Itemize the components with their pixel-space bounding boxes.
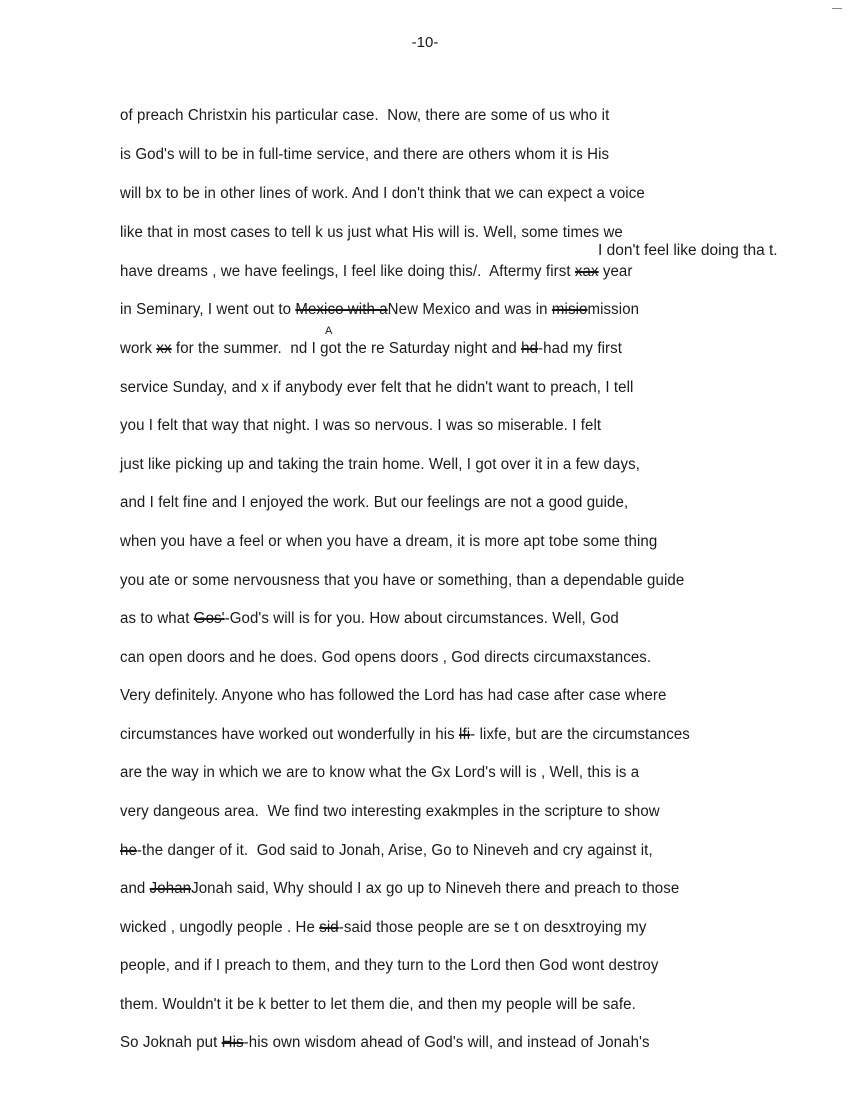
text-segment: have dreams , we have feelings, I feel like doing this/. Aftermy first bbox=[120, 263, 575, 280]
text-line bbox=[120, 185, 645, 202]
text-segment: very dangeous area. We find two interesting exakmples in the scripture to show bbox=[120, 803, 660, 820]
text-segment: in Seminary, I went out to bbox=[120, 301, 296, 318]
struck-text: xx bbox=[156, 340, 172, 357]
text-line bbox=[120, 919, 646, 936]
text-line bbox=[120, 842, 653, 859]
text-line bbox=[120, 1034, 650, 1051]
text-line bbox=[120, 726, 690, 743]
text-segment: wicked , ungodly people . He bbox=[120, 919, 320, 936]
text-segment: circumstances have worked out wonderfully in his bbox=[120, 726, 460, 743]
text-line bbox=[120, 572, 684, 589]
text-segment: -the danger of it. God said to Jonah, Arise, Go to Nineveh and cry against it, bbox=[136, 842, 653, 859]
text-segment: year bbox=[598, 263, 633, 280]
text-segment: for the summer. nd I got the re Saturday night and bbox=[171, 340, 522, 357]
text-line bbox=[120, 146, 609, 163]
text-segment: New Mexico and was in bbox=[387, 301, 552, 318]
text-line bbox=[120, 263, 633, 280]
text-line bbox=[120, 610, 619, 627]
struck-text: xax bbox=[574, 263, 599, 280]
text-line bbox=[120, 649, 651, 666]
inserted-letter: A bbox=[325, 325, 333, 337]
text-segment: service Sunday, and x if anybody ever felt that he didn't want to preach, I tell bbox=[120, 379, 634, 396]
text-segment: -his own wisdom ahead of God's will, and instead of Jonah's bbox=[243, 1034, 650, 1051]
text-line bbox=[120, 417, 601, 434]
struck-text: Mexico with a bbox=[295, 301, 388, 318]
text-segment: -had my first bbox=[538, 340, 623, 357]
text-segment: just like picking up and taking the train home. Well, I got over it in a few days, bbox=[120, 456, 640, 473]
text-segment: -God's will is for you. How about circumstances. Well, God bbox=[224, 610, 619, 627]
text-line bbox=[120, 456, 640, 473]
text-segment: can open doors and he does. God opens doors , God directs circumaxstances. bbox=[120, 649, 652, 666]
text-line bbox=[120, 224, 623, 241]
handwritten-insertion: I don't feel like doing tha t. bbox=[598, 242, 778, 259]
text-line bbox=[120, 494, 628, 511]
text-segment: Very definitely. Anyone who has followed the Lord has had case after case where bbox=[120, 687, 667, 704]
text-line bbox=[120, 379, 633, 396]
text-segment: people, and if I preach to them, and they turn to the Lord then God wont destroy bbox=[120, 957, 659, 974]
text-segment: are the way in which we are to know what the Gx Lord's will is , Well, this is a bbox=[120, 764, 640, 781]
text-segment: is God's will to be in full-time service, and there are others whom it is His bbox=[120, 146, 610, 163]
text-line bbox=[120, 803, 660, 820]
text-segment: you I felt that way that night. I was so nervous. I was so miserable. I felt bbox=[120, 417, 602, 434]
text-segment: Jonah said, Why should I ax go up to Nineveh there and preach to those bbox=[191, 880, 680, 897]
text-segment: will bx to be in other lines of work. And I don't think that we can expect a voice bbox=[120, 185, 645, 202]
struck-text: hd bbox=[521, 340, 539, 357]
struck-text: he bbox=[120, 842, 137, 859]
text-segment: - lixfe, but are the circumstances bbox=[470, 726, 690, 743]
text-segment: and bbox=[120, 880, 150, 897]
text-line bbox=[120, 301, 639, 318]
scan-mark bbox=[832, 8, 842, 9]
text-line bbox=[120, 880, 679, 897]
page-number: -10- bbox=[411, 34, 439, 51]
text-line bbox=[120, 687, 666, 704]
text-segment: them. Wouldn't it be k better to let them die, and then my people will be safe. bbox=[120, 996, 636, 1013]
struck-text: Johan bbox=[149, 880, 192, 897]
struck-text: sid bbox=[319, 919, 339, 936]
text-segment: you ate or some nervousness that you have or something, than a dependable guide bbox=[120, 572, 685, 589]
text-segment: like that in most cases to tell k us just what His will is. Well, some times we bbox=[120, 224, 623, 241]
text-line bbox=[120, 107, 609, 124]
text-segment: of preach Christxin his particular case. Now, there are some of us who it bbox=[120, 107, 610, 124]
text-line bbox=[120, 340, 622, 357]
text-line bbox=[120, 533, 657, 550]
struck-text: misio bbox=[551, 301, 588, 318]
struck-text: lfi bbox=[459, 726, 471, 743]
struck-text: His bbox=[221, 1034, 244, 1051]
text-line bbox=[120, 764, 639, 781]
text-segment: and I felt fine and I enjoyed the work. But our feelings are not a good guide, bbox=[120, 494, 629, 511]
text-line bbox=[120, 996, 636, 1013]
text-segment: work bbox=[120, 340, 157, 357]
text-segment: mission bbox=[587, 301, 640, 318]
text-line bbox=[120, 957, 659, 974]
text-segment: when you have a feel or when you have a dream, it is more apt tobe some thing bbox=[120, 533, 658, 550]
text-segment: as to what bbox=[120, 610, 194, 627]
text-segment: -said those people are se t on desxtroying my bbox=[338, 919, 647, 936]
text-segment: So Joknah put bbox=[120, 1034, 222, 1051]
struck-text: Gos' bbox=[193, 610, 225, 627]
